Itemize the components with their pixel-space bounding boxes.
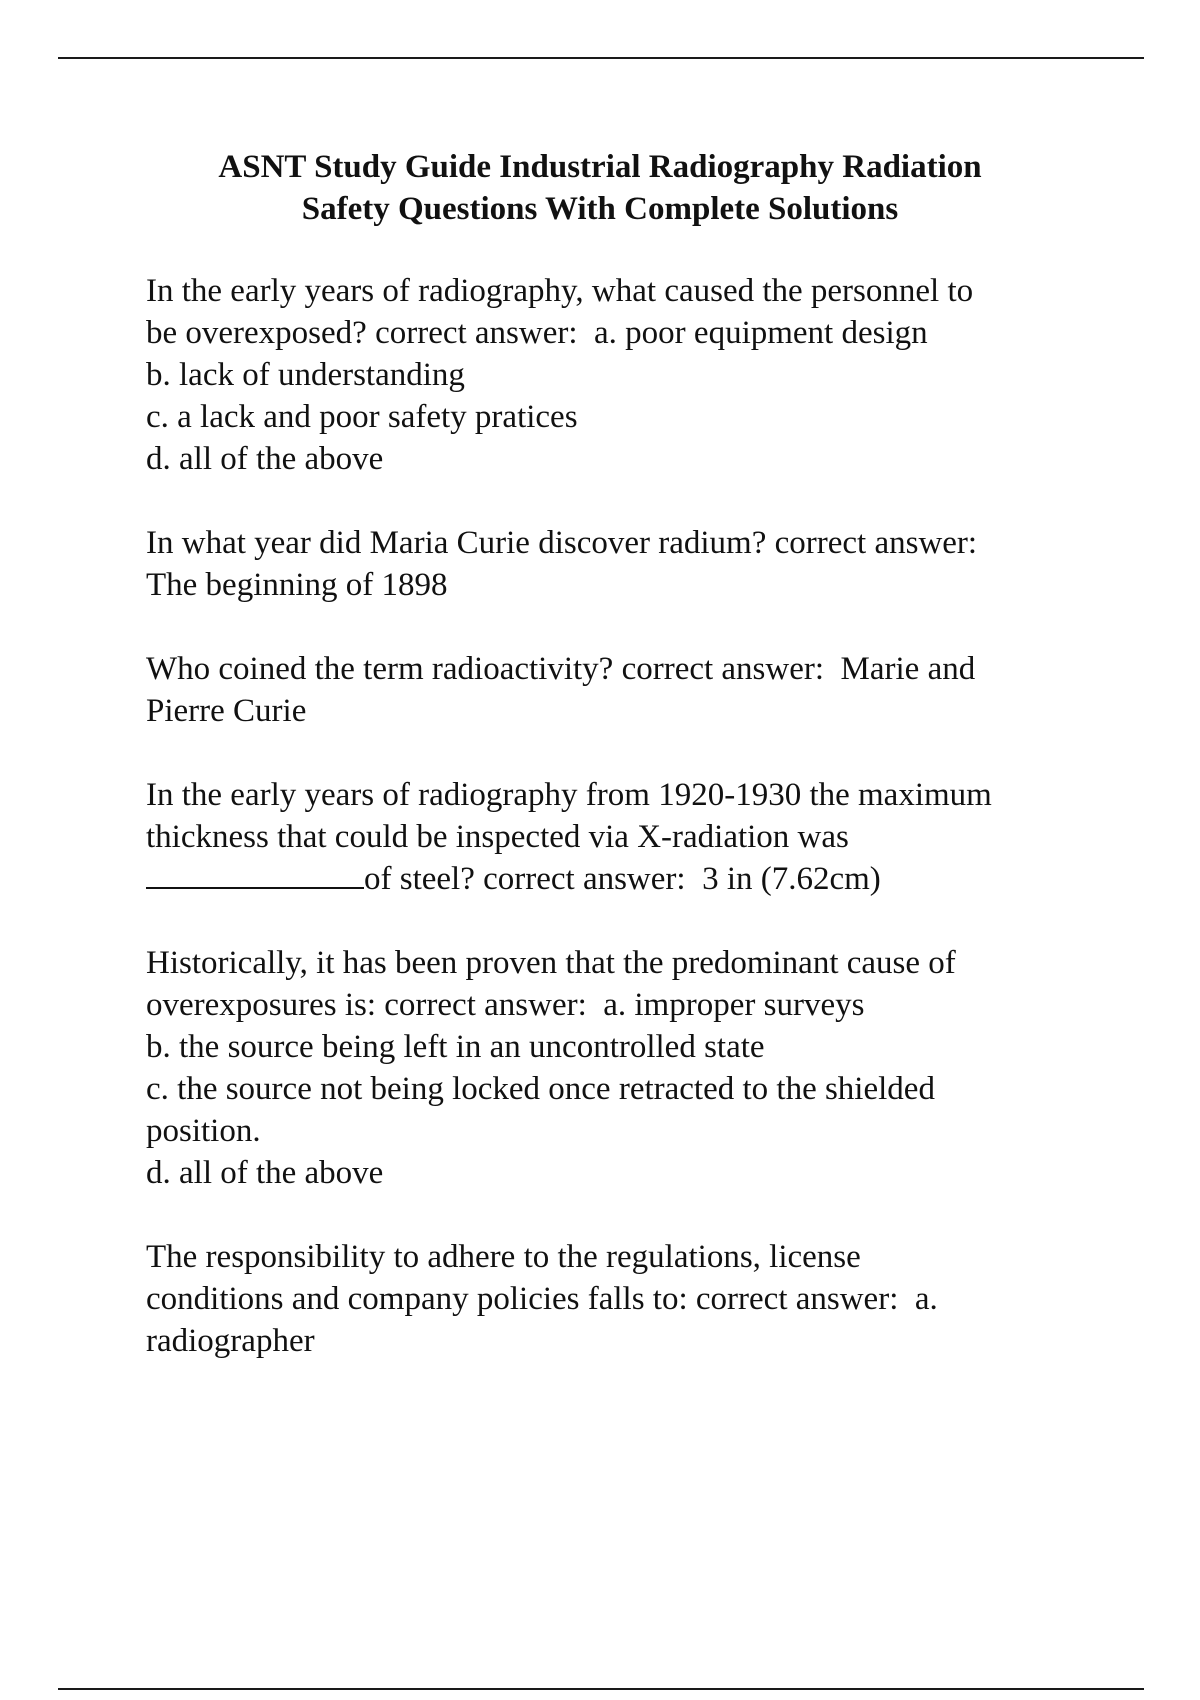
qa-line: be overexposed? correct answer: a. poor equipment design [146, 315, 928, 351]
qa-item [146, 648, 1146, 732]
qa-line: Pierre Curie [146, 693, 307, 729]
fill-in-blank [146, 886, 364, 889]
qa-line: thickness that could be inspected via X-radiation was [146, 819, 849, 855]
qa-item [146, 1236, 1146, 1362]
document-body [146, 270, 1146, 1404]
qa-line: radiographer [146, 1323, 315, 1359]
qa-line: Who coined the term radioactivity? correct answer: Marie and [146, 651, 976, 687]
qa-line-suffix: of steel? correct answer: 3 in (7.62cm) [364, 861, 881, 897]
qa-line: conditions and company policies falls to: correct answer: a. [146, 1281, 938, 1317]
bottom-divider [58, 1688, 1144, 1690]
qa-item [146, 774, 1146, 900]
top-divider [58, 57, 1144, 59]
qa-line: position. [146, 1113, 261, 1149]
qa-line: In the early years of radiography from 1920-1930 the maximum [146, 777, 992, 813]
qa-line: d. all of the above [146, 1155, 384, 1191]
qa-line: In the early years of radiography, what caused the personnel to [146, 273, 974, 309]
qa-line: b. lack of understanding [146, 357, 465, 393]
qa-line: c. the source not being locked once retracted to the shielded [146, 1071, 935, 1107]
qa-item [146, 522, 1146, 606]
qa-item [146, 942, 1146, 1194]
qa-line: overexposures is: correct answer: a. improper surveys [146, 987, 865, 1023]
qa-item [146, 270, 1146, 480]
qa-line: In what year did Maria Curie discover radium? correct answer: [146, 525, 978, 561]
title-line: Safety Questions With Complete Solutions [301, 191, 899, 227]
document-title [100, 146, 1100, 230]
qa-line: c. a lack and poor safety pratices [146, 399, 578, 435]
qa-line: Historically, it has been proven that the predominant cause of [146, 945, 956, 981]
qa-line: The beginning of 1898 [146, 567, 448, 603]
title-line: ASNT Study Guide Industrial Radiography Radiation [218, 149, 982, 185]
qa-line-with-blank [146, 858, 1146, 900]
qa-line: d. all of the above [146, 441, 384, 477]
qa-line: b. the source being left in an uncontrolled state [146, 1029, 765, 1065]
qa-line: The responsibility to adhere to the regulations, license [146, 1239, 861, 1275]
